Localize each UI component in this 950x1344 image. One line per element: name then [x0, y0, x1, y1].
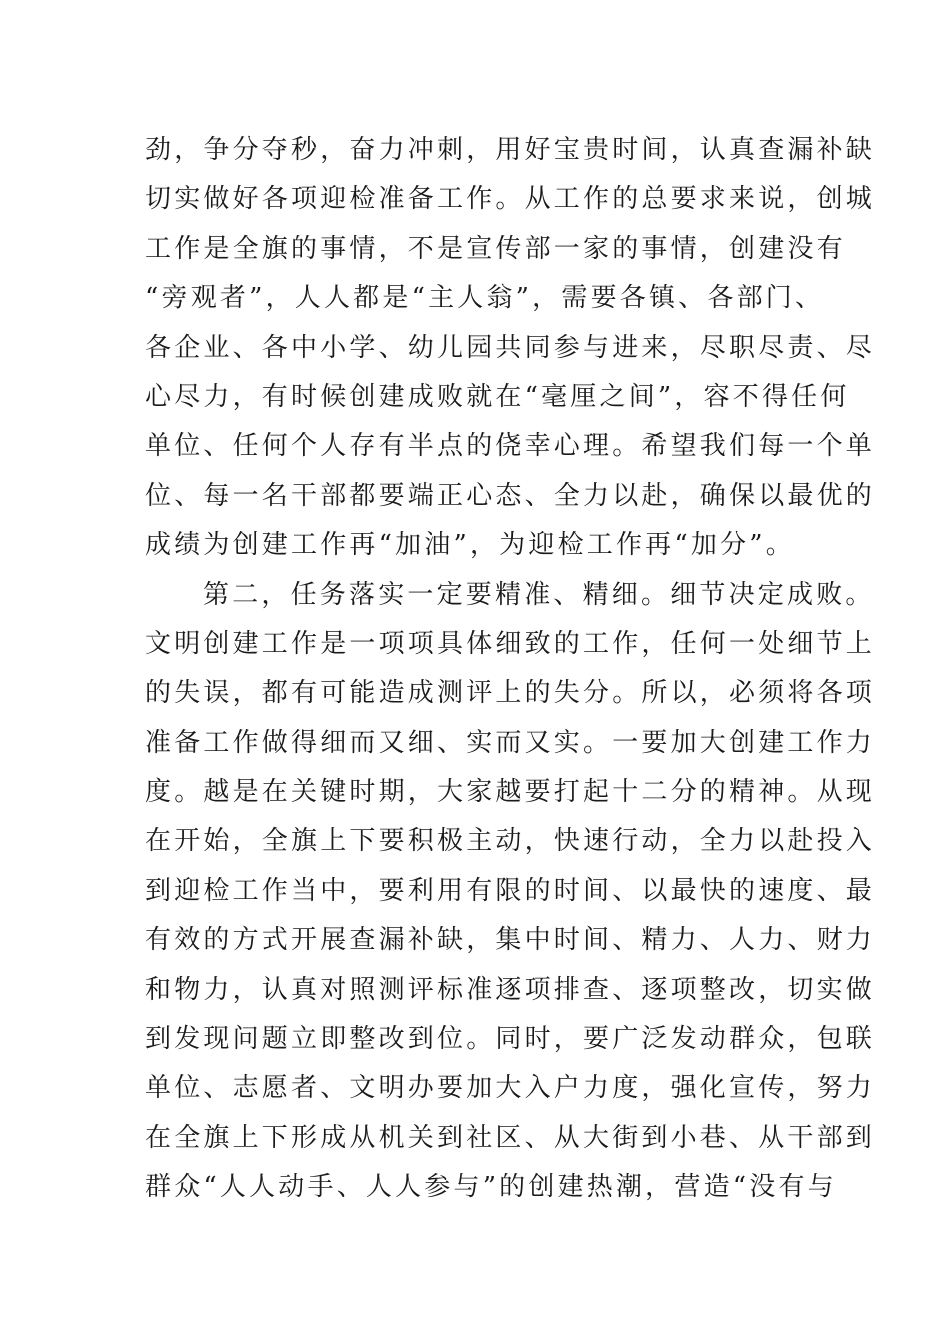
- text-line: 切实做好各项迎检准备工作。从工作的总要求来说，创城: [145, 184, 876, 215]
- text-line: “旁观者”，人人都是“主人翁”，需要各镇、各部门、: [145, 283, 825, 314]
- text-line: 群众“人人动手、人人参与”的创建热潮，营造“没有与: [145, 1172, 837, 1203]
- text-line: 位、每一名干部都要端正心态、全力以赴，确保以最优的: [145, 480, 876, 511]
- text-line: 文明创建工作是一项项具体细致的工作，任何一处细节上: [145, 628, 876, 659]
- text-line: 心尽力，有时候创建成败就在“毫厘之间”，容不得任何: [145, 381, 850, 412]
- paragraph-start-line: 第二，任务落实一定要精准、精细。细节决定成败。: [203, 579, 875, 610]
- text-line: 在开始，全旗上下要积极主动，快速行动，全力以赴投入: [145, 826, 876, 857]
- text-line: 有效的方式开展查漏补缺，集中时间、精力、人力、财力: [145, 925, 876, 956]
- text-line: 和物力，认真对照测评标准逐项排查、逐项整改，切实做: [145, 974, 876, 1005]
- text-line: 单位、志愿者、文明办要加大入户力度，强化宣传，努力: [145, 1073, 876, 1104]
- text-line: 的失误，都有可能造成测评上的失分。所以，必须将各项: [145, 678, 876, 709]
- text-line: 劲，争分夺秒，奋力冲刺，用好宝贵时间，认真查漏补缺: [145, 135, 876, 165]
- body-text: [145, 126, 876, 1213]
- text-line: 在全旗上下形成从机关到社区、从大街到小巷、从干部到: [145, 1122, 876, 1153]
- text-line: 度。越是在关键时期，大家越要打起十二分的精神。从现: [145, 777, 876, 808]
- text-line: 单位、任何个人存有半点的侥幸心理。希望我们每一个单: [145, 431, 876, 462]
- text-line: 准备工作做得细而又细、实而又实。一要加大创建工作力: [145, 727, 876, 758]
- text-line: 工作是全旗的事情，不是宣传部一家的事情，创建没有: [145, 233, 846, 264]
- text-line: 到迎检工作当中，要利用有限的时间、以最快的速度、最: [145, 875, 876, 906]
- text-line: 到发现问题立即整改到位。同时，要广泛发动群众，包联: [145, 1024, 876, 1055]
- text-line: 各企业、各中小学、幼儿园共同参与进来，尽职尽责、尽: [145, 332, 876, 363]
- text-line: 成绩为创建工作再“加油”，为迎检工作再“加分”。: [145, 530, 795, 561]
